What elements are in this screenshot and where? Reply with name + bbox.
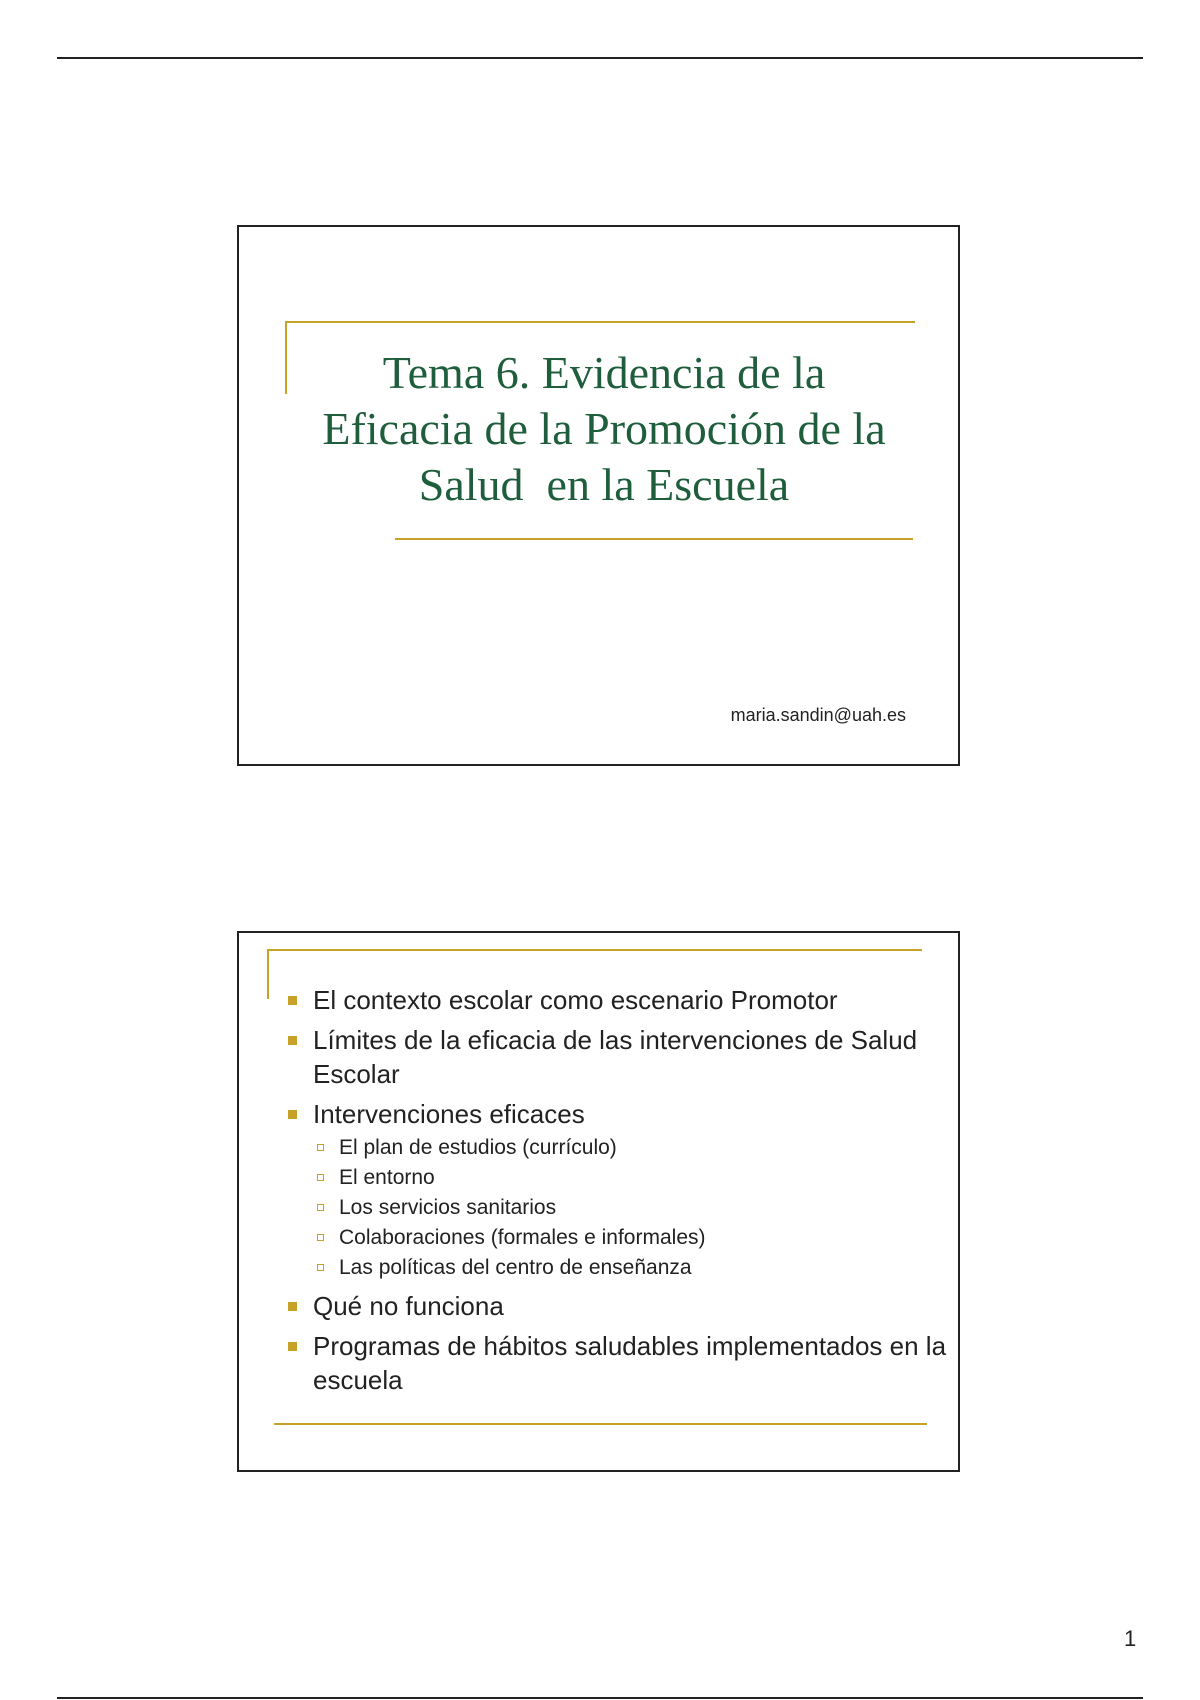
author-email: maria.sandin@uah.es	[730, 705, 906, 725]
sub-list	[313, 1133, 958, 1283]
outline-slide	[237, 931, 960, 1472]
hollow-square-bullet-icon	[317, 1234, 324, 1241]
slide-title-line: Tema 6. Evidencia de la	[382, 347, 826, 398]
gold-top-rule	[267, 949, 922, 951]
list-item-text: Intervenciones eficaces	[313, 1099, 585, 1129]
list-item	[239, 1097, 958, 1283]
list-item	[239, 1289, 958, 1323]
gold-top-rule	[285, 321, 915, 323]
list-item-text: Límites de la eficacia de las intervenciones de Salud Escolar	[313, 1025, 918, 1089]
gold-bottom-rule	[395, 538, 913, 540]
page-top-rule	[57, 57, 1143, 59]
list-item	[239, 1023, 958, 1091]
sub-list-item-text: El entorno	[339, 1166, 435, 1189]
square-bullet-icon	[288, 1036, 297, 1045]
hollow-square-bullet-icon	[317, 1204, 324, 1211]
gold-bottom-rule	[274, 1423, 927, 1425]
sub-list-item-text: El plan de estudios (currículo)	[339, 1136, 617, 1159]
sub-list-item-text: Las políticas del centro de enseñanza	[339, 1256, 692, 1279]
sub-list-item-text: Colaboraciones (formales e informales)	[339, 1226, 706, 1249]
sub-list-item-text: Los servicios sanitarios	[339, 1196, 557, 1219]
list-item-text: Programas de hábitos saludables implementados en la escuela	[313, 1331, 947, 1395]
list-item-text: Qué no funciona	[313, 1291, 504, 1321]
sub-list-item	[313, 1223, 958, 1253]
outline-list	[239, 983, 958, 1403]
square-bullet-icon	[288, 1302, 297, 1311]
square-bullet-icon	[288, 996, 297, 1005]
page-number: 1	[1124, 1626, 1137, 1651]
sub-list-item	[313, 1253, 958, 1283]
list-item	[239, 983, 958, 1017]
sub-list-item	[313, 1193, 958, 1223]
square-bullet-icon	[288, 1110, 297, 1119]
list-item	[239, 1329, 958, 1397]
gold-left-rule	[285, 321, 287, 394]
square-bullet-icon	[288, 1342, 297, 1351]
title-slide	[237, 225, 960, 766]
list-item-text: El contexto escolar como escenario Promotor	[313, 985, 838, 1015]
slide-title-line: Salud en la Escuela	[418, 459, 790, 510]
sub-list-item	[313, 1163, 958, 1193]
hollow-square-bullet-icon	[317, 1264, 324, 1271]
page-bottom-rule	[57, 1697, 1143, 1699]
slide-title	[299, 345, 909, 513]
hollow-square-bullet-icon	[317, 1144, 324, 1151]
sub-list-item	[313, 1133, 958, 1163]
slide-title-line: Eficacia de la Promoción de la	[322, 403, 886, 454]
hollow-square-bullet-icon	[317, 1174, 324, 1181]
